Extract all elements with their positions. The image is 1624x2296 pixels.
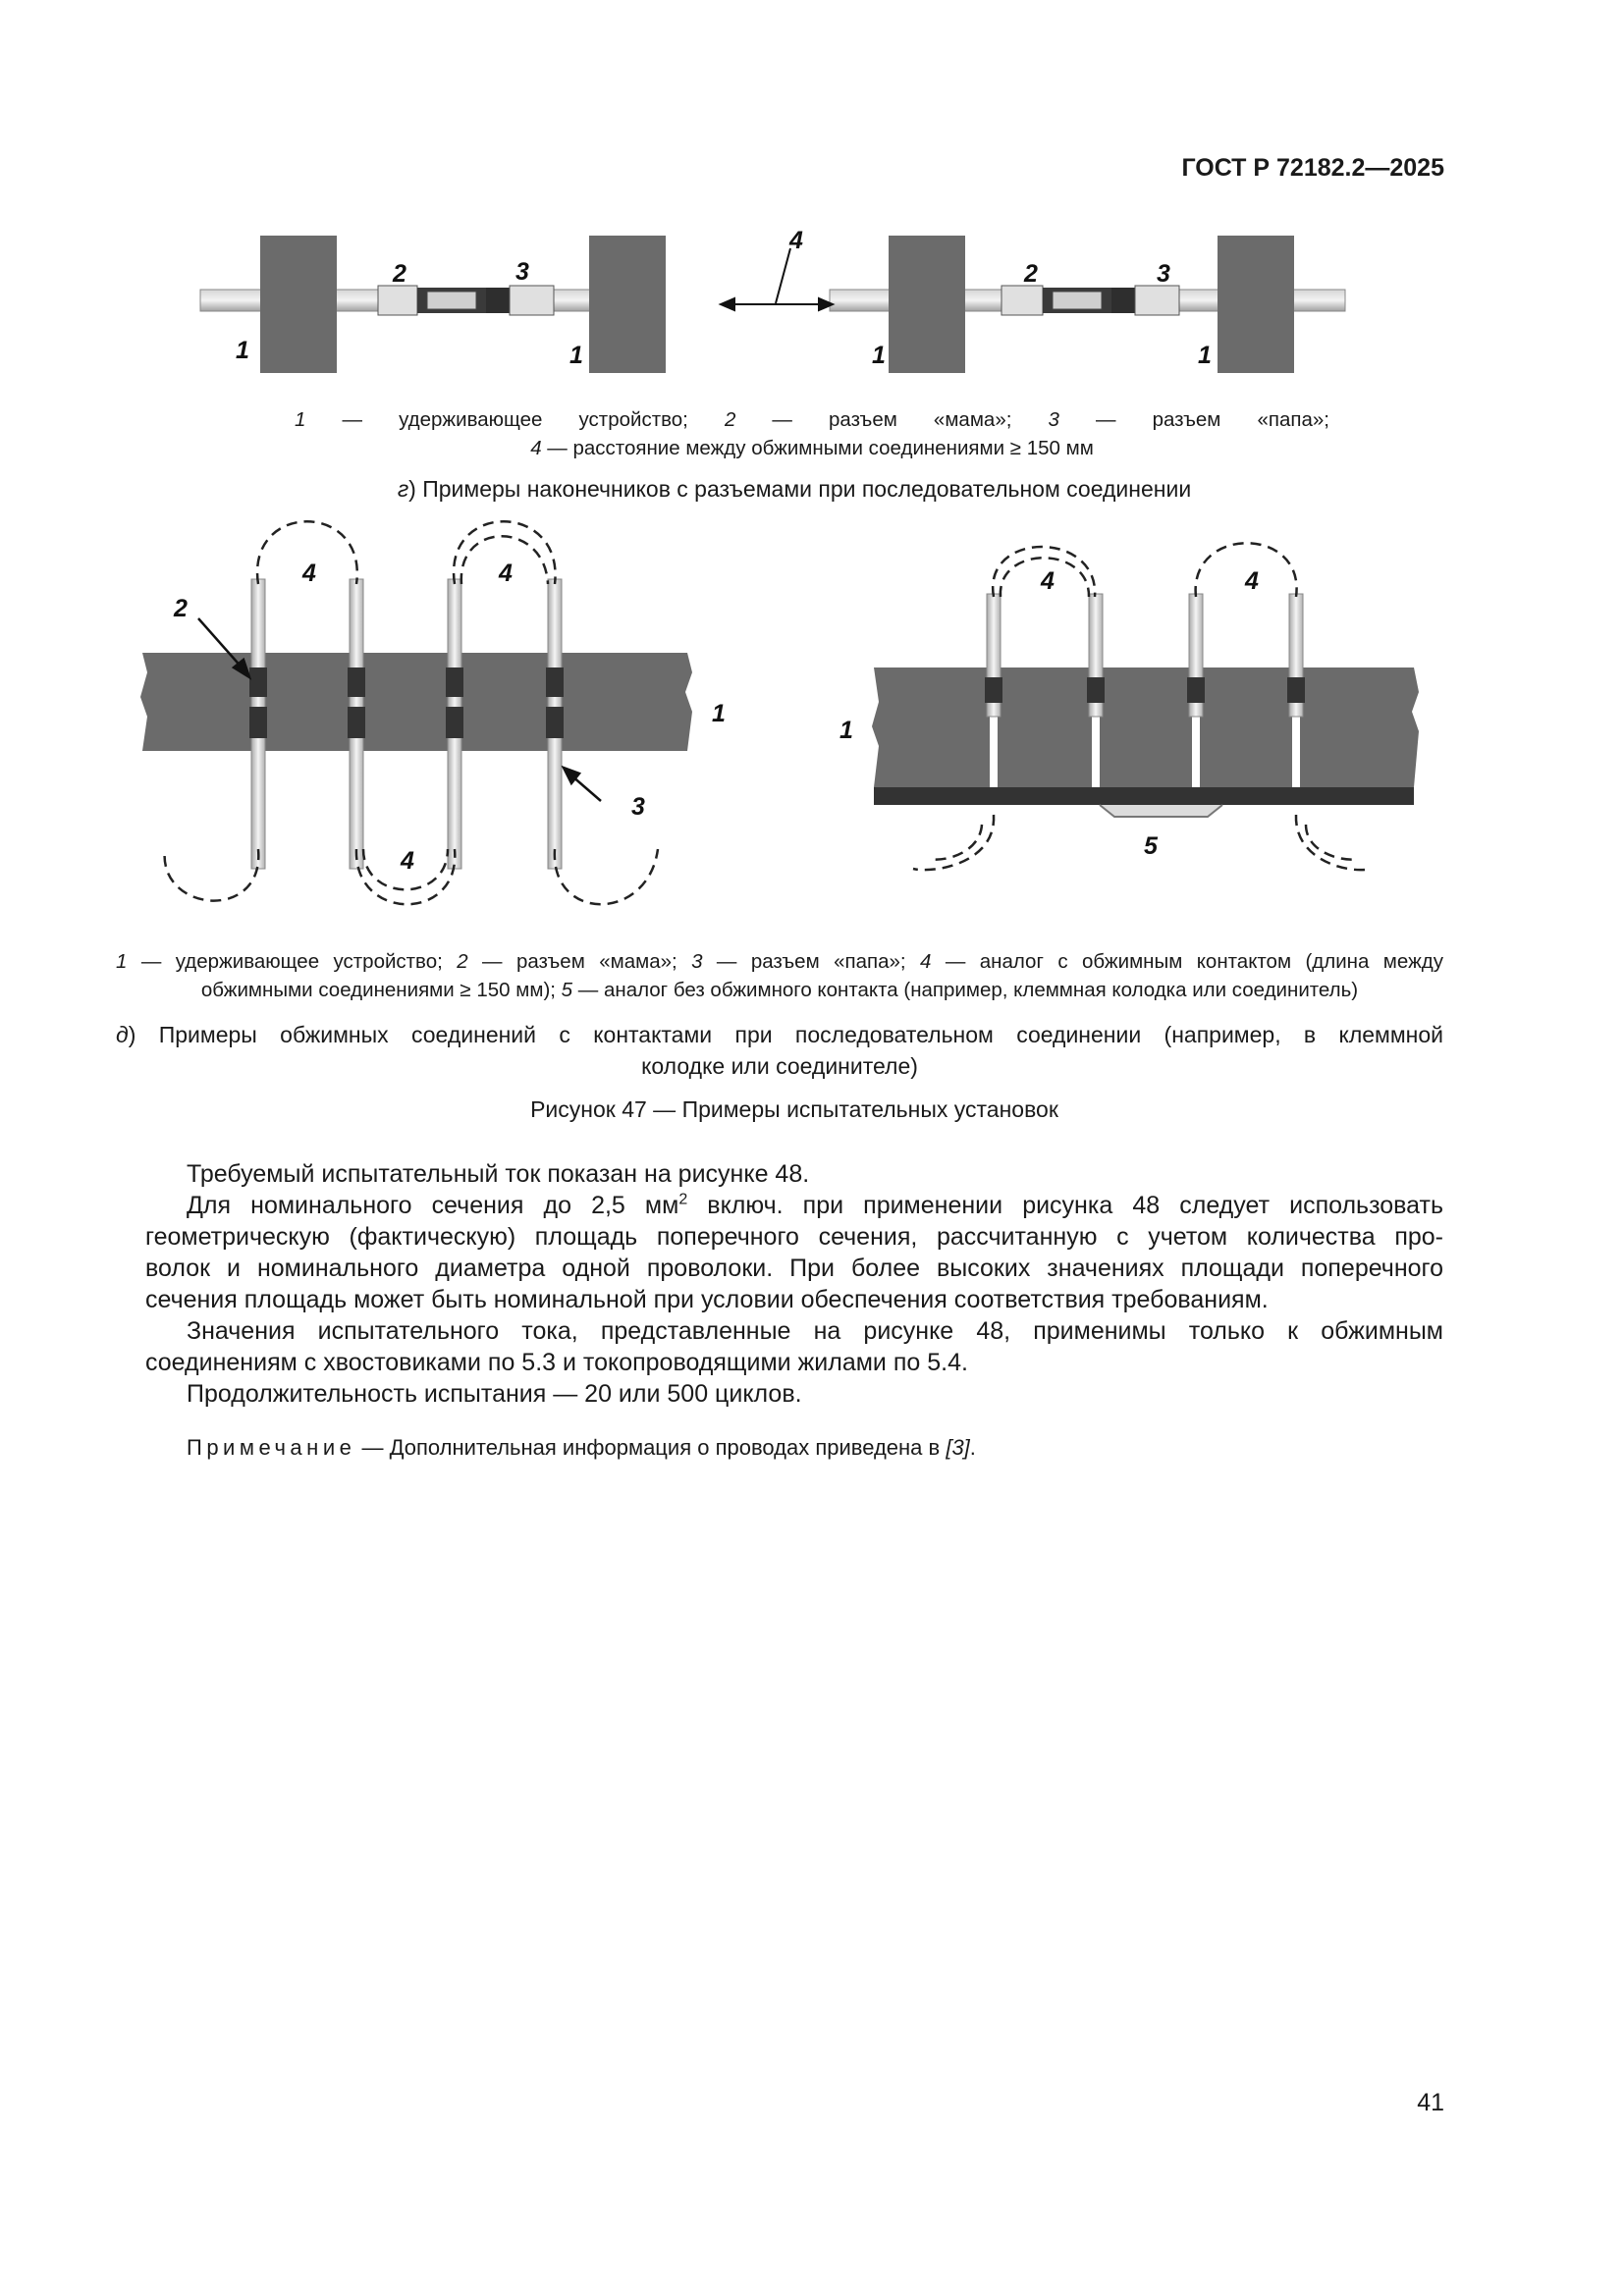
marker-1: 1 xyxy=(839,717,853,744)
legend-text: — разъем «мама»; xyxy=(735,408,1049,431)
figure-g-caption xyxy=(145,476,1443,503)
figure-g-left-setup xyxy=(200,236,666,373)
figure-d-legend xyxy=(116,947,1443,1004)
marker-4: 4 xyxy=(401,847,414,875)
legend-text: — разъем «папа»; xyxy=(702,950,920,973)
legend-line xyxy=(116,947,1443,976)
holding-device-block xyxy=(889,236,965,373)
figure-d-diagram xyxy=(128,510,1434,933)
holding-device-block xyxy=(589,236,666,373)
legend-line xyxy=(295,434,1329,462)
marker-1: 1 xyxy=(569,342,583,369)
marker-2: 2 xyxy=(393,260,406,288)
legend-number: 3 xyxy=(691,950,703,973)
marker-4: 4 xyxy=(1041,567,1055,595)
marker-2: 2 xyxy=(1024,260,1038,288)
marker-4: 4 xyxy=(499,560,513,587)
holding-device-block xyxy=(1218,236,1294,373)
figure-d-caption xyxy=(116,1019,1443,1082)
caption-letter: г xyxy=(397,476,409,502)
caption-text: ) Примеры наконечников с разъемами при последовательном соединении xyxy=(408,476,1192,502)
paragraph: Продолжительность испытания — 20 или 500 циклов. xyxy=(187,1380,802,1408)
legend-text: — удерживающее устройство; xyxy=(305,408,725,431)
legend-line xyxy=(295,405,1329,434)
figure-d-left-setup xyxy=(140,521,726,904)
marker-3: 3 xyxy=(515,258,529,286)
legend-text: — аналог с обжимным контактом (длина между xyxy=(931,950,1443,973)
holding-device-plate xyxy=(140,653,692,751)
marker-5: 5 xyxy=(1144,832,1158,860)
marker-2: 2 xyxy=(174,595,188,622)
legend-text: обжимными соединениями ≥ 150 мм); xyxy=(200,979,562,1001)
figure-title: Рисунок 47 — Примеры испытательных установок xyxy=(530,1096,1058,1122)
base-bar xyxy=(874,787,1414,805)
note-text: — Дополнительная информация о проводах приведена в xyxy=(355,1435,947,1460)
marker-1: 1 xyxy=(236,337,249,364)
note-label: Примечание xyxy=(187,1435,356,1460)
legend-line xyxy=(116,976,1443,1004)
marker-3: 3 xyxy=(1157,260,1170,288)
holding-device-plate xyxy=(872,667,1419,787)
legend-text: — разъем «папа»; xyxy=(1058,408,1329,431)
figure-g-right-setup xyxy=(830,236,1345,373)
figure-d-right-setup xyxy=(839,543,1419,870)
note-reference: [3] xyxy=(946,1435,970,1460)
figure-g-legend xyxy=(295,405,1329,462)
caption-line: колодке или соединителе) xyxy=(641,1053,918,1079)
marker-4: 4 xyxy=(789,227,803,254)
terminal-block-analogue xyxy=(1100,805,1222,817)
paragraph-line: Значения испытательного тока, представленные на рисунке 48, применимы только к обжимным xyxy=(187,1317,1443,1345)
caption-letter: д xyxy=(116,1022,129,1047)
marker-3: 3 xyxy=(631,793,645,821)
caption-text: ) Примеры обжимных соединений с контактами при последовательном соединении (например, в клеммной xyxy=(128,1022,1443,1047)
paragraph-line: сечения площадь может быть номинальной при условии обеспечения соответствия требованиям. xyxy=(145,1286,1269,1313)
legend-text: — удерживающее устройство; xyxy=(127,950,458,973)
distance-arrow xyxy=(721,248,833,310)
legend-number: 2 xyxy=(724,408,736,431)
legend-number: 1 xyxy=(116,950,128,973)
legend-number: 3 xyxy=(1048,408,1059,431)
holding-device-block xyxy=(260,236,337,373)
body-text xyxy=(145,1158,1443,1410)
legend-text: — расстояние между обжимными соединениями ≥ 150 мм xyxy=(541,437,1094,459)
paragraph: Требуемый испытательный ток показан на рисунке 48. xyxy=(187,1160,810,1188)
paragraph-line: Для номинального сечения до 2,5 $мм^2$ включ. при применении рисунка 48 следует использовать xyxy=(187,1191,1443,1219)
legend-number: 2 xyxy=(457,950,468,973)
legend-number: 1 xyxy=(295,408,306,431)
legend-text: — разъем «мама»; xyxy=(467,950,692,973)
legend-number: 4 xyxy=(530,437,542,459)
legend-number: 5 xyxy=(561,979,573,1001)
legend-number: 4 xyxy=(920,950,932,973)
caption-line xyxy=(116,1019,1443,1050)
paragraph-line: геометрическую (фактическую) площадь поперечного сечения, рассчитанную с учетом количества про- xyxy=(145,1223,1443,1251)
marker-4: 4 xyxy=(1245,567,1259,595)
paragraph-line: волок и номинального диаметра одной проволоки. При более высоких значениях площади поперечного xyxy=(145,1255,1443,1282)
marker-1: 1 xyxy=(1198,342,1212,369)
marker-1: 1 xyxy=(712,700,726,727)
note: Примечание — Дополнительная информация о проводах приведена в [3]. xyxy=(187,1435,976,1460)
legend-text: — аналог без обжимного контакта (например, клеммная колодка или соединитель) xyxy=(572,979,1359,1001)
document-header: ГОСТ Р 72182.2—2025 xyxy=(1181,154,1444,182)
paragraph-line: соединениям с хвостовиками по 5.3 и токопроводящими жилами по 5.4. xyxy=(145,1349,968,1376)
figure-g-diagram xyxy=(196,221,1375,388)
marker-1: 1 xyxy=(872,342,886,369)
marker-4: 4 xyxy=(302,560,316,587)
page-number: 41 xyxy=(1417,2089,1444,2116)
